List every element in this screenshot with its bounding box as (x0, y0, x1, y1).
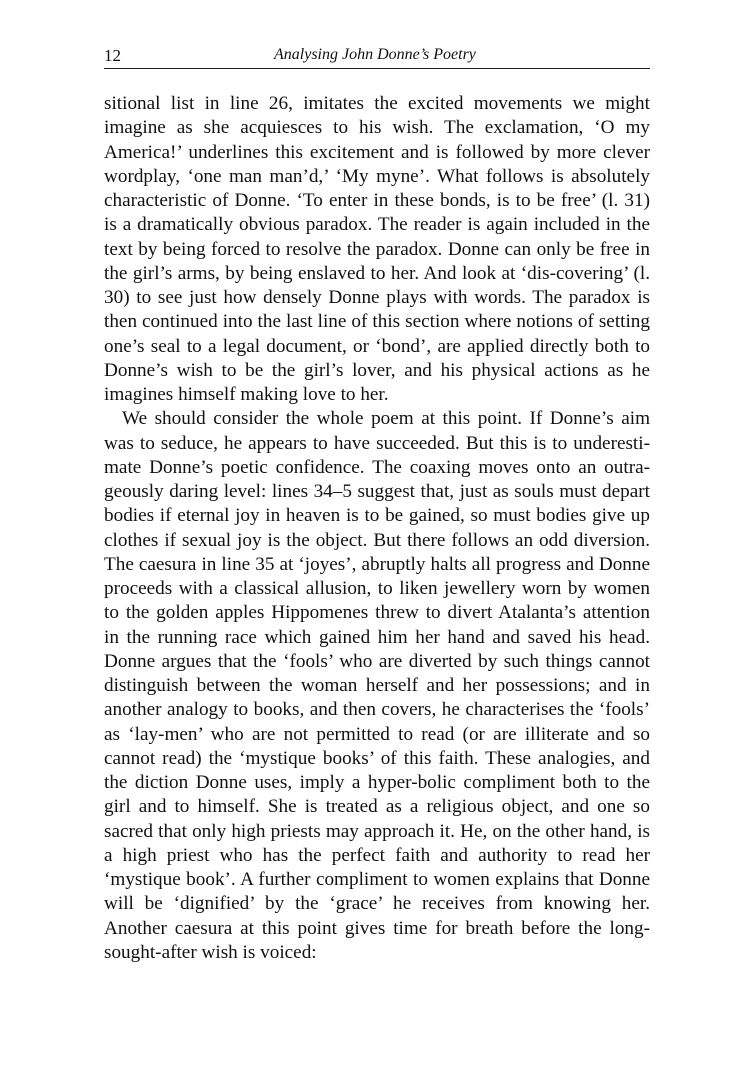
paragraph-continued: sitional list in line 26, imitates the excited movements we might imagine as she acquiesces to his wish. The exclamation, ‘O my America!’ underlines this excitement and is followed by more clever wordplay, ‘one man man’d,’ ‘My myne’. What follows is absolutely characteristic of Donne. ‘To enter in these bonds, is to be free’ (l. 31) is a dramatically obvious paradox. The reader is again included in the text by being forced to resolve the paradox. Donne can only be free in the girl’s arms, by being enslaved to her. And look at ‘dis-covering’ (l. 30) to see just how densely Donne plays with words. The paradox is then continued into the last line of this section where notions of setting one’s seal to a legal document, or ‘bond’, are applied directly both to Donne’s wish to be the girl’s lover, and his physical actions as he imagines himself making love to her. (104, 93, 650, 405)
running-title: Analysing John Donne’s Poetry (274, 46, 476, 63)
running-header (104, 44, 650, 69)
paragraph: We should consider the whole poem at this point. If Donne’s aim was to seduce, he appears to have succeeded. But this is to underesti-mate Donne’s poetic confidence. The coaxing moves onto an outra-geously daring level: lines 34–5 suggest that, just as souls must depart bodies if eternal joy in heaven is to be gained, so must bodies give up clothes if sexual joy is the object. But there follows an odd diversion. The caesura in line 35 at ‘joyes’, abruptly halts all progress and Donne proceeds with a classical allusion, to liken jewellery worn by women to the golden apples Hippomenes threw to divert Atalanta’s attention in the running race which gained him her hand and saved his head. Donne argues that the ‘fools’ who are diverted by such things cannot distinguish between the woman herself and her possessions; and in another analogy to books, and then covers, he characterises the ‘fools’ as ‘lay-men’ who are not permitted to read (or are illiterate and so cannot read) the ‘mystique books’ of this faith. These analogies, and the diction Donne uses, imply a hyper-bolic compliment both to the girl and to himself. She is treated as a religious object, and one so sacred that only high priests may approach it. He, on the other hand, is a high priest who has the perfect faith and authority to read her ‘mystique book’. A further compliment to women explains that Donne will be ‘dignified’ by the ‘grace’ he receives from knowing her. Another caesura at this point gives time for breath before the long-sought-after wish is voiced: (104, 408, 650, 963)
body-text (104, 92, 650, 965)
page-number: 12 (104, 46, 121, 65)
